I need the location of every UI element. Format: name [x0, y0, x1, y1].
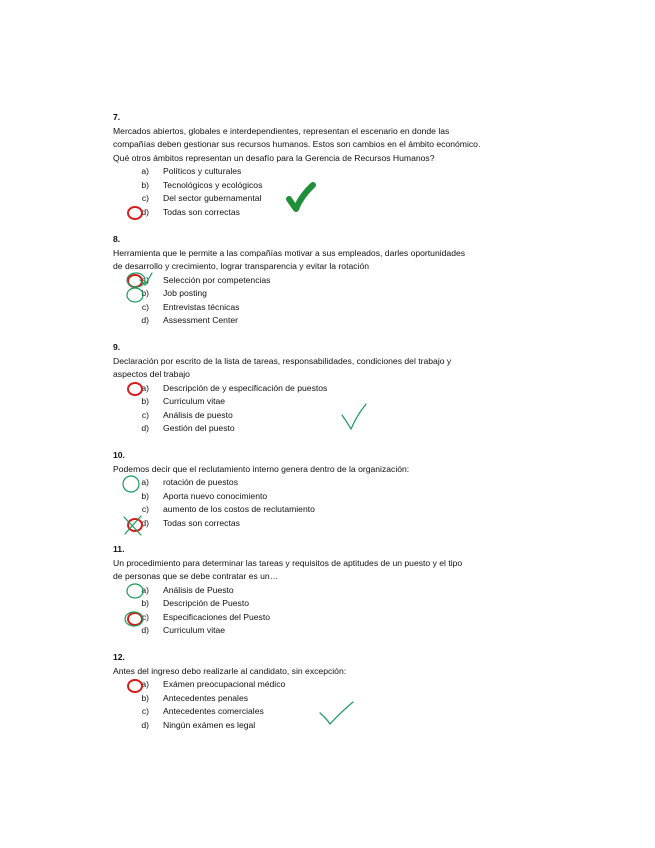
option-letter: a) — [141, 166, 149, 176]
option-letter: a) — [141, 679, 149, 689]
option-letter: d) — [141, 719, 149, 730]
option-b[interactable] — [113, 287, 553, 301]
option-text: Análisis de Puesto — [163, 584, 234, 595]
question-stem-line: Qué otros ámbitos representan un desafío para la Gerencia de Recursos Humanos? — [113, 152, 435, 163]
option-c[interactable] — [113, 301, 553, 315]
option-letter: d) — [141, 315, 149, 325]
question-stem-line: Antes del ingreso debo realizarle al candidato, sin excepción: — [113, 665, 347, 676]
option-text: Selección por competencias — [163, 274, 271, 285]
option-letter: a) — [141, 477, 149, 487]
option-b[interactable] — [113, 692, 553, 706]
option-text: aumento de los costos de reclutamiento — [163, 504, 315, 514]
option-text: Job posting — [163, 288, 207, 298]
question-number: 11. — [113, 544, 125, 554]
option-letter: c) — [141, 409, 149, 420]
option-d[interactable] — [113, 206, 553, 220]
option-d[interactable] — [113, 517, 553, 531]
option-d[interactable] — [113, 719, 553, 733]
options-list — [113, 165, 553, 219]
option-a[interactable] — [113, 165, 553, 179]
option-b[interactable] — [113, 597, 553, 611]
question-12 — [113, 651, 553, 732]
option-text: Del sector gubernamental — [163, 193, 262, 203]
option-letter: b) — [141, 179, 149, 190]
question-stem-line: Declaración por escrito de la lista de tareas, responsabilidades, condiciones del trabajo y — [113, 355, 452, 366]
option-a[interactable] — [113, 382, 553, 396]
option-a[interactable] — [113, 274, 553, 288]
option-a[interactable] — [113, 476, 553, 490]
question-11 — [113, 543, 553, 638]
question-9 — [113, 341, 553, 436]
option-d[interactable] — [113, 624, 553, 638]
question-stem-line: Mercados abiertos, globales e interdependientes, representan el escenario en donde las — [113, 125, 450, 136]
question-7 — [113, 111, 553, 219]
option-text: Análisis de puesto — [163, 409, 233, 420]
question-stem-line: aspectos del trabajo — [113, 369, 190, 379]
option-text: Exámen preocupacional médico — [163, 679, 286, 689]
question-number: 7. — [113, 112, 121, 122]
question-stem-line: Podemos decir que el reclutamiento interno genera dentro de la organización: — [113, 463, 410, 474]
option-letter: c) — [141, 504, 149, 514]
question-number: 9. — [113, 342, 121, 352]
question-stem-line: de desarrollo y crecimiento, lograr transparencia y evitar la rotación — [113, 261, 370, 271]
question-number: 8. — [113, 234, 121, 244]
option-letter: b) — [141, 288, 149, 298]
option-letter: a) — [141, 274, 149, 285]
option-letter: d) — [141, 625, 149, 635]
options-list — [113, 476, 553, 530]
question-stem-line: Un procedimiento para determinar las tareas y requisitos de aptitudes de un puesto y el tipo — [113, 557, 463, 568]
question-8 — [113, 233, 553, 328]
option-b[interactable] — [113, 395, 553, 409]
option-text: Todas son correctas — [163, 517, 240, 528]
option-letter: b) — [141, 598, 149, 608]
option-letter: a) — [141, 382, 149, 393]
option-letter: d) — [141, 206, 149, 217]
option-c[interactable] — [113, 611, 553, 625]
option-letter: b) — [141, 396, 149, 406]
option-letter: c) — [141, 706, 149, 716]
option-letter: d) — [141, 423, 149, 433]
option-c[interactable] — [113, 705, 553, 719]
option-a[interactable] — [113, 584, 553, 598]
option-text: Políticos y culturales — [163, 166, 242, 176]
option-letter: c) — [141, 193, 149, 203]
option-text: Entrevistas técnicas — [163, 301, 240, 312]
option-text: rotación de puestos — [163, 477, 239, 487]
option-c[interactable] — [113, 192, 553, 206]
option-letter: d) — [141, 517, 149, 528]
option-text: Aporta nuevo conocimiento — [163, 490, 268, 501]
option-text: Curriculum vitae — [163, 625, 226, 635]
option-d[interactable] — [113, 314, 553, 328]
option-text: Tecnológicos y ecológicos — [163, 179, 263, 190]
option-text: Ningún exámen es legal — [163, 719, 256, 730]
question-stem-line: de personas que se debe contratar es un… — [113, 571, 279, 581]
option-d[interactable] — [113, 422, 553, 436]
option-text: Descripción de Puesto — [163, 598, 249, 608]
option-letter: b) — [141, 692, 149, 703]
option-text: Todas son correctas — [163, 206, 240, 217]
option-text: Especificaciones del Puesto — [163, 611, 271, 622]
options-list — [113, 382, 553, 436]
question-stem-line: compañías deben gestionar sus recursos humanos. Estos son cambios en el ámbito económico. — [113, 139, 481, 149]
option-letter: a) — [141, 584, 149, 595]
option-text: Descripción de y especificación de puestos — [163, 382, 328, 393]
question-stem-line: Herramienta que le permite a las compañías motivar a sus empleados, darles oportunidades — [113, 247, 466, 258]
options-list — [113, 274, 553, 328]
option-text: Assessment Center — [163, 315, 238, 325]
option-b[interactable] — [113, 490, 553, 504]
options-list — [113, 678, 553, 732]
option-text: Curriculum vitae — [163, 396, 226, 406]
option-text: Gestión del puesto — [163, 423, 235, 433]
option-a[interactable] — [113, 678, 553, 692]
option-letter: c) — [141, 301, 149, 312]
options-list — [113, 584, 553, 638]
option-c[interactable] — [113, 409, 553, 423]
option-text: Antecedentes comerciales — [163, 706, 264, 716]
question-number: 10. — [113, 450, 125, 460]
option-c[interactable] — [113, 503, 553, 517]
option-text: Antecedentes penales — [163, 692, 249, 703]
question-number: 12. — [113, 652, 125, 662]
option-letter: c) — [141, 611, 149, 622]
option-b[interactable] — [113, 179, 553, 193]
question-10 — [113, 449, 553, 530]
option-letter: b) — [141, 490, 149, 501]
